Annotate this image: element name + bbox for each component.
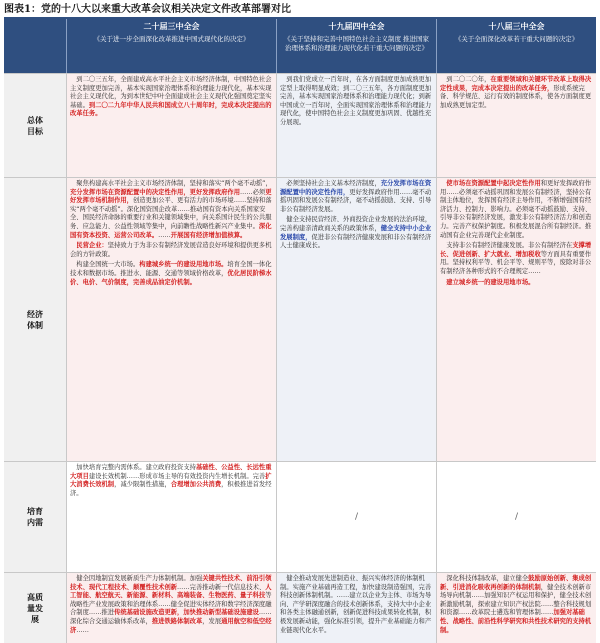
cell-text: 合理增加公共消费 xyxy=(170,481,222,489)
cell-text: / xyxy=(514,511,519,522)
header-doc-title: 《关于进一步全面深化改革推进中国式现代化的决定》 xyxy=(93,35,250,43)
cell-text: 等方面具有重要作用。坚持权利平等、机会平等、规则平等，废除对非公有制经济各种形式的不合理规定…… xyxy=(440,250,592,275)
table-cell xyxy=(276,461,436,572)
cell-text: 促进非公有制经济健康发展和非公有制经济人士健康成长。 xyxy=(280,233,432,250)
cell-text: ，减少限制性措施， xyxy=(114,481,171,489)
cell-paragraph xyxy=(280,180,433,214)
cell-text: ……深化综合交通运输体系改革， xyxy=(70,609,272,625)
empty-marker xyxy=(515,513,518,522)
table-cell xyxy=(436,177,596,461)
cell-text: 充分发挥市场在资源配置中的决定性作用，更好发挥政府作用 xyxy=(70,188,241,196)
cell-text: ， xyxy=(265,180,272,187)
header-19th-fourth-plenum xyxy=(276,19,436,73)
cell-text: ，发展 xyxy=(202,617,222,625)
table-cell xyxy=(66,572,276,643)
reform-comparison-table xyxy=(4,17,596,641)
cell-text: 支撑增长、促进创新、扩大就业、增加税收 xyxy=(440,242,592,258)
cell-text: 人工智能、航空航天、新能源、新材料、高端装备、生物医药、量子科技 xyxy=(70,583,272,600)
cell-text: 健全推动发展先进制造业、振兴实体经济的体制机制。实施产业基础再造工程，加快建设制造强国，完善科技创新体制机制。 xyxy=(280,575,432,600)
cell-paragraph xyxy=(280,76,433,128)
header-18th-third-plenum xyxy=(436,19,596,73)
cell-paragraph xyxy=(280,216,433,250)
cell-text: 充分发挥市场在资源配置中的决定性作用， xyxy=(280,180,432,196)
cell-text: 加强对基础性、战略性、前沿性科学研究和共性技术研究的支持机制。 xyxy=(440,609,592,634)
cell-text: …… xyxy=(76,626,89,634)
cell-text: 支持非公有制经济健康发展。非公有制经济在 xyxy=(446,242,573,250)
cell-text: 鼓励原始创新、集成创新、引进消化吸收再创新的体制机制 xyxy=(440,575,592,591)
cell-paragraph xyxy=(440,575,593,635)
cell-text: 健全支持民营经济、外商投资企业发展的法治环境，完善构建亲清政商关系的政策体系， xyxy=(280,216,432,232)
cell-paragraph xyxy=(70,180,273,240)
cell-paragraph xyxy=(440,76,593,110)
row-label xyxy=(4,572,66,643)
row-label xyxy=(4,461,66,572)
row-label-text: 高质量发展 xyxy=(27,592,43,624)
cell-text: 推进铁路体制改革 xyxy=(151,617,203,625)
cell-text: 健全支持中小企业发展制度， xyxy=(280,224,432,241)
cell-paragraph xyxy=(70,261,273,287)
table-cell xyxy=(436,572,596,643)
cell-text: 培育全国一体化技术和数据市场。推进水、能源、交通等领域价格改革， xyxy=(70,261,272,277)
cell-text: / xyxy=(354,511,359,522)
cell-text: ……建立以企业为主体、市场为导向、产学研深度融合的技术创新体系，支持大中小企业和各类主体融通创新，创新促进科技成果转化机制，积极发展新动能，强化标准引领，提升产业基础能力和产业链现代化水平。 xyxy=(280,592,432,634)
row-label-text: 总体目标 xyxy=(27,115,43,136)
cell-text: 更好发挥政府作用……毫不动摇巩固和发展公有制经济，毫不动摇鼓励、支持、引导非公有制经济发展。 xyxy=(280,188,432,213)
header-meeting: 二十届三中全会 xyxy=(143,22,200,31)
cell-paragraph xyxy=(70,242,273,259)
row-label-text: 经济体制 xyxy=(27,309,43,330)
cell-text: 深化科技体制改革，建立健全 xyxy=(446,575,529,582)
cell-text: 等战略性产业发展政策和治理体系……健全促进实体经济和数字经济深度融合制度……推进 xyxy=(70,592,272,617)
cell-text: …… xyxy=(158,231,171,239)
cell-paragraph xyxy=(280,575,433,635)
cell-text: 更好发挥市场机制作用， xyxy=(70,188,272,205)
cell-paragraph xyxy=(440,279,593,288)
cell-text: 到二〇二〇年， xyxy=(446,76,491,83)
cell-text: 聚焦构建高水平社会主义市场经济体制， xyxy=(76,180,190,187)
cell-text: 构建全国统一大市场。 xyxy=(76,261,140,269)
cell-paragraph xyxy=(70,464,273,498)
cell-text: 民营企业： xyxy=(76,242,108,250)
header-doc-title: 《关于坚持和完善中国特色社会主义制度 推进国家治理体系和治理能力现代化若干重大问题的决定》 xyxy=(283,35,430,52)
cell-paragraph xyxy=(70,76,273,119)
cell-text: ……完善推动新一代信息技术、 xyxy=(177,583,266,591)
header-meeting: 十八届三中全会 xyxy=(488,22,545,31)
cell-text: 基础性、公益性、长远性重大项目 xyxy=(70,464,272,480)
cell-text: 坚持和落实“两个毫不动摇” xyxy=(189,180,266,187)
row-label xyxy=(4,177,66,461)
cell-text: 健全因地制宜发展新质生产力体制机制。加强 xyxy=(76,575,203,582)
cell-text: 到二〇三五年，全面建成高水平社会主义市场经济体制，中国特色社会主义制度更加完善，基本实现国家治理体系和治理能力现代化，基本实现社会主义现代化，为到本世纪中叶全面建成社会主义现代化强国奠定坚实基础。 xyxy=(70,76,272,109)
cell-text: ，健全技术创新市场导向机制……加强知识产权运用和保护，健全技术创新激励机制，探索建立知识产权法院……整合科技规划和资源……改革院士遴选和管理体制…… xyxy=(440,583,592,617)
table-cell xyxy=(276,73,436,177)
cell-text: 必须坚持社会主义基本经济制度， xyxy=(286,180,381,187)
cell-text: 到我们党成立一百年时，在各方面制度更加成熟更加定型上取得明显成效；到二〇三五年，各方面制度更加完善，基本实现国家治理体系和治理能力现代化；到新中国成立一百年时，全面实现国家治理体系和治理能力现代化，使中国特色社会主义制度更加巩固、优越性充分展现。 xyxy=(280,76,432,126)
row-label-text: 培育内需 xyxy=(27,507,43,527)
table-cell xyxy=(276,177,436,461)
table-cell xyxy=(66,177,276,461)
cell-text: 扩大消费长效机制 xyxy=(70,472,272,489)
cell-text: 优化居民阶梯水价、电价、气价制度，完善成品油定价机制。 xyxy=(70,269,272,286)
cell-text: 通用航空和低空经济 xyxy=(70,617,272,634)
header-corner xyxy=(4,19,66,73)
cell-text: 使市场在资源配置中起决定性作用 xyxy=(446,180,541,187)
header-20th-third-plenum xyxy=(66,19,276,73)
cell-paragraph xyxy=(70,575,273,635)
table-caption: 图表1：党的十八大以来重大改革会议相关决定文件改革部署对比 xyxy=(4,4,291,15)
cell-text: 创造更加公平、更有活力的市场环境……坚持和落实“两个毫不动摇”。深化国资国企改革……推动国有资本向关系国家安全、国民经济命脉的重要行业和关键领域集中，向关系国计民生的公共服务、应急能力、公益性领域等集中，向前瞻性战略性新兴产业集中。 xyxy=(70,197,272,230)
cell-text: 关键共性技术、前沿引领技术、现代工程技术、颠覆性技术创新 xyxy=(70,575,272,591)
table-cell xyxy=(276,572,436,643)
row-label xyxy=(4,73,66,177)
empty-marker xyxy=(355,513,358,522)
cell-paragraph xyxy=(440,180,593,240)
cell-text: 坚持致力于为非公有制经济发展营造良好环境和提供更多机会的方针政策。 xyxy=(70,242,272,258)
cell-text: 深化国有资本投资、运营公司改革。 xyxy=(70,222,272,239)
cell-text: 形成系统完备、科学规范、运行有效的制度体系，使各方面制度更加成熟更加定型。 xyxy=(440,84,592,109)
cell-text: 到二〇二九年中华人民共和国成立八十周年时，完成本决定提出的改革任务。 xyxy=(70,101,272,118)
cell-text: 加快培育完整内需体系。建立政府投资支持 xyxy=(76,464,196,471)
cell-text: 构建城乡统一的建设用地市场。 xyxy=(139,261,228,269)
cell-text: 建设长效机制……形成市场主导的有效投资内生增长机制。完善 xyxy=(88,472,266,480)
cell-text: 开展国有经济增加值核算。 xyxy=(170,231,247,239)
cell-text: 和更好发挥政府作用……必须毫不动摇巩固和发展公有制经济，坚持公有制主体地位，发挥国有经济主导作用，不断增强国有经济活力、控制力、影响力。必须毫不动摇鼓励、支持、引导非公有制经济发展，激发非公有制经济活力和创造力。完善产权保护制度。积极发展混合所有制经济。推动国有企业完善现代企业制度。 xyxy=(440,180,592,239)
table-cell xyxy=(436,461,596,572)
cell-text: 建立城乡统一的建设用地市场。 xyxy=(446,278,535,286)
header-meeting: 十九届四中全会 xyxy=(328,22,385,31)
cell-text: ，积极推进首发经济。 xyxy=(70,481,272,497)
table-cell xyxy=(436,73,596,177)
cell-paragraph xyxy=(440,242,593,276)
header-doc-title: 《关于全面深化改革若干重大问题的决定》 xyxy=(454,35,579,43)
table-cell xyxy=(66,73,276,177)
cell-text: 在重要领域和关键环节改革上取得决定性成果，完成本决定提出的改革任务， xyxy=(440,76,592,92)
cell-text: ……必须 xyxy=(240,188,266,196)
table-cell xyxy=(66,461,276,572)
cell-text: 传统基础设施改造更新，加快推动新型基础设施建设 xyxy=(114,609,259,617)
